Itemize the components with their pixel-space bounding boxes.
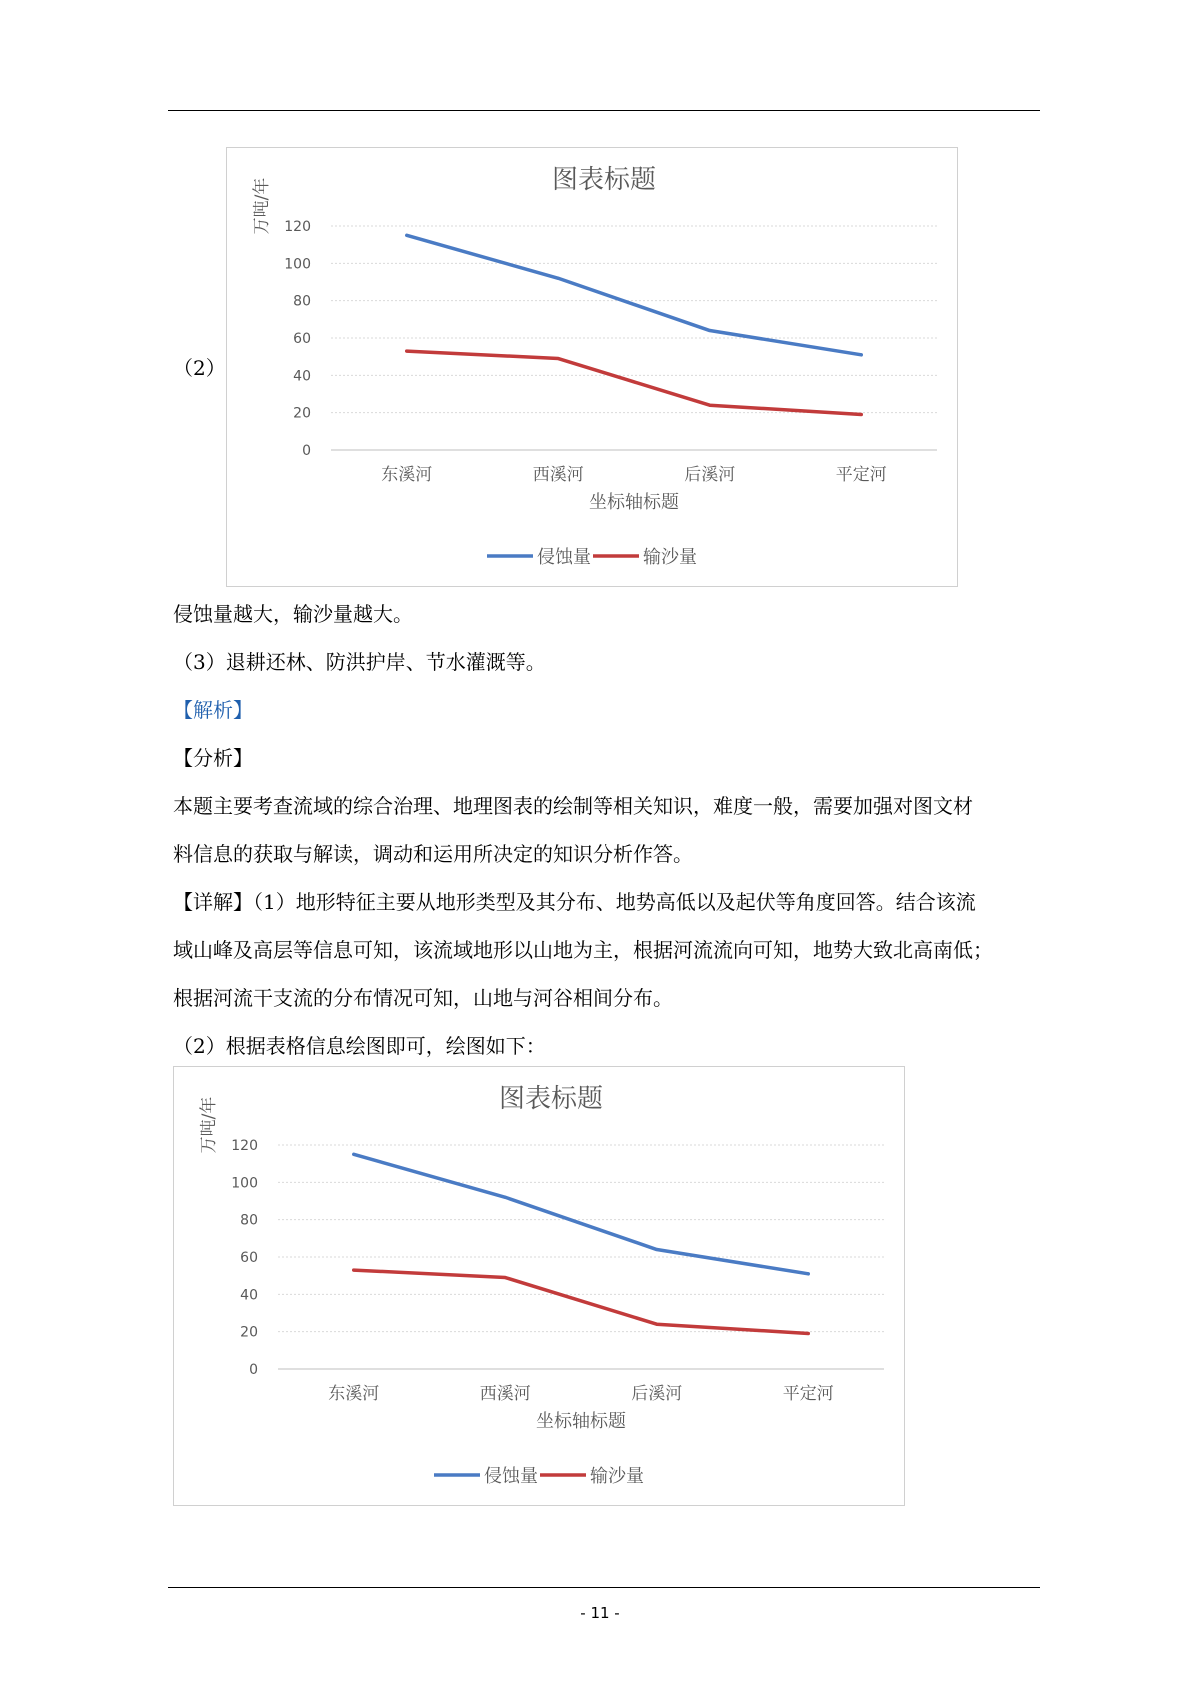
x-tick-label: 后溪河: [684, 465, 736, 485]
y-tick-label: 60: [240, 1250, 258, 1266]
data-point: [655, 1323, 658, 1326]
data-point: [504, 1196, 507, 1199]
y-tick-label: 40: [293, 368, 311, 385]
chart-title: 图表标题: [551, 165, 657, 195]
x-tick-label: 东溪河: [328, 1384, 380, 1404]
xiangjie-line-2: 域山峰及高层等信息可知，该流域地形以山地为主，根据河流流向可知，地势大致北高南低；: [173, 938, 993, 962]
answer-2-text: 侵蚀量越大，输沙量越大。: [173, 602, 413, 626]
y-tick-label: 120: [284, 219, 311, 235]
data-point: [860, 413, 863, 416]
answer-3-text: （3）退耕还林、防洪护岸、节水灌溉等。: [173, 650, 546, 674]
jiexi-heading: 【解析】: [173, 698, 253, 722]
x-tick-label: 后溪河: [631, 1384, 683, 1404]
x-axis-label: 坐标轴标题: [589, 492, 679, 513]
data-point: [405, 350, 408, 353]
data-point: [352, 1269, 355, 1272]
fenxi-line-1: 本题主要考查流域的综合治理、地理图表的绘制等相关知识，难度一般，需要加强对图文材: [173, 794, 973, 818]
xiangjie-line-1: 【详解】（1）地形特征主要从地形类型及其分布、地势高低以及起伏等角度回答。结合该流: [173, 890, 976, 914]
y-tick-label: 40: [240, 1287, 258, 1304]
legend-label: 侵蚀量: [484, 1466, 538, 1487]
y-tick-label: 20: [240, 1324, 258, 1341]
data-point: [352, 1153, 355, 1156]
data-point: [557, 357, 560, 360]
footer-rule: [168, 1587, 1040, 1588]
series-line-输沙量: [354, 1270, 809, 1333]
fenxi-heading: 【分析】: [173, 746, 253, 770]
page-number: - 11 -: [580, 1604, 620, 1622]
y-tick-label: 0: [249, 1362, 258, 1378]
chart-svg: [227, 148, 959, 588]
data-point: [655, 1248, 658, 1251]
y-axis-label: 万吨/年: [252, 177, 272, 235]
fenxi-line-2: 料信息的获取与解读，调动和运用所决定的知识分析作答。: [173, 842, 693, 866]
y-tick-label: 0: [302, 443, 311, 459]
data-point: [557, 277, 560, 280]
line-chart-1: [226, 147, 958, 587]
y-tick-label: 100: [231, 1175, 258, 1192]
y-axis-label: 万吨/年: [199, 1096, 219, 1154]
legend-label: 输沙量: [590, 1466, 644, 1487]
chart-svg: [174, 1067, 906, 1507]
answer-2-label: （2）: [173, 356, 226, 380]
data-point: [504, 1276, 507, 1279]
y-tick-label: 60: [293, 331, 311, 347]
series-line-输沙量: [407, 351, 862, 414]
legend-label: 侵蚀量: [537, 547, 591, 568]
y-tick-label: 100: [284, 256, 311, 273]
y-tick-label: 80: [240, 1212, 258, 1229]
y-tick-label: 80: [293, 293, 311, 310]
data-point: [807, 1332, 810, 1335]
line-chart-2: [173, 1066, 905, 1506]
x-tick-label: 西溪河: [532, 465, 584, 485]
chart-title: 图表标题: [498, 1084, 604, 1114]
data-point: [807, 1272, 810, 1275]
data-point: [708, 329, 711, 332]
xiangjie-line-3: 根据河流干支流的分布情况可知，山地与河谷相间分布。: [173, 986, 673, 1010]
series-line-侵蚀量: [354, 1154, 809, 1273]
y-tick-label: 120: [231, 1138, 258, 1154]
xiangjie-line-4: （2）根据表格信息绘图即可，绘图如下：: [173, 1034, 546, 1058]
x-axis-label: 坐标轴标题: [536, 1411, 626, 1432]
header-rule: [168, 110, 1040, 111]
data-point: [860, 353, 863, 356]
x-tick-label: 平定河: [835, 465, 887, 485]
y-tick-label: 20: [293, 405, 311, 422]
x-tick-label: 平定河: [782, 1384, 834, 1404]
data-point: [405, 234, 408, 237]
legend-label: 输沙量: [643, 547, 697, 568]
data-point: [708, 404, 711, 407]
series-line-侵蚀量: [407, 235, 862, 354]
x-tick-label: 东溪河: [381, 465, 433, 485]
x-tick-label: 西溪河: [479, 1384, 531, 1404]
